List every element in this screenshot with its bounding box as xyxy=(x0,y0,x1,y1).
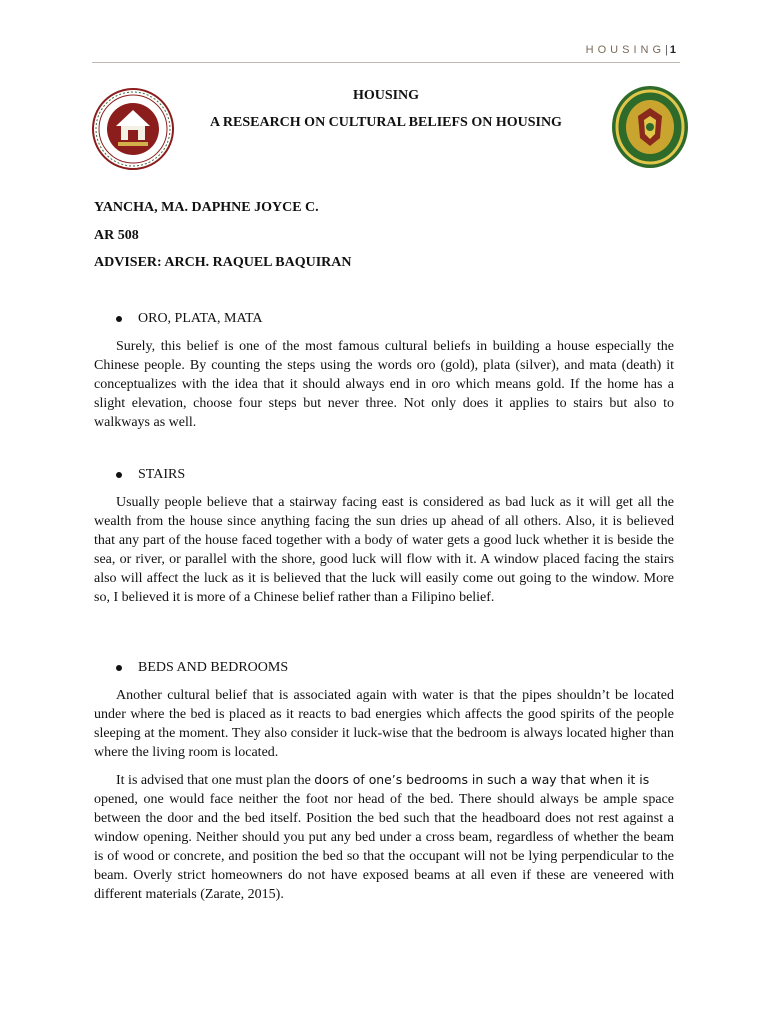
paragraph-lead: It is advised that one must plan the xyxy=(116,773,315,788)
paragraph-continuation: opened, one would face neither the foot nor head of the bed. There should always be ample space between the door and the bed itself. Position the bed such that the headboard does not rest against a window opening. Neither should you put any bed under a cross beam, regardless of whether the beam is of wood or concrete, and position the bed so that the occupant will not be lying perpendicular to the beam. Overly strict homeowners do not have exposed beams at all even if these are veneered with different materials (Zarate, 2015). xyxy=(94,792,674,902)
header-divider xyxy=(92,62,680,63)
paragraph-alt-font-run: doors of one’s bedrooms in such a way that when it is xyxy=(314,772,650,787)
section-heading-text: ORO, PLATA, MATA xyxy=(138,311,263,326)
section-heading xyxy=(116,660,288,676)
course-code: AR 508 xyxy=(94,228,139,243)
bullet-icon xyxy=(116,665,122,671)
author-name: YANCHA, MA. DAPHNE JOYCE C. xyxy=(94,200,319,215)
running-header xyxy=(586,44,676,56)
section-heading-text: BEDS AND BEDROOMS xyxy=(138,660,289,675)
section-heading xyxy=(116,467,185,483)
page-title: HOUSING xyxy=(352,88,420,103)
paragraph: Surely, this belief is one of the most famous cultural beliefs in building a house especially the Chinese people. By counting the steps using the words oro (gold), plata (silver), and mata (death) it conceptualizes with the idea that it should always end in oro which means gold. If the home has a slight elevation, choose four steps but never three. Not only does it applies to stairs but also to walkways as well. xyxy=(94,339,674,430)
running-title: HOUSING xyxy=(585,44,666,56)
page-subtitle: A RESEARCH ON CULTURAL BELIEFS ON HOUSING xyxy=(210,115,562,130)
section-heading-text: STAIRS xyxy=(138,467,186,482)
paragraph xyxy=(94,770,674,904)
paragraph: Usually people believe that a stairway facing east is considered as bad luck as it will get all the wealth from the house since anything facing the sun dries up ahead of all others. Also, it is believed that any part of the house faced together with a body of water gets a good luck whether it is beside the sea, or river, or parallel with the shore, good luck will flow with it. A window placed facing the stairs also will affect the luck as it is believed that the luck will easily come out going to the window. More so, I believed it is more of a Chinese belief rather than a Filipino belief. xyxy=(94,495,674,605)
section-heading xyxy=(116,311,263,327)
adviser-line: ADVISER: ARCH. RAQUEL BAQUIRAN xyxy=(94,255,352,270)
page-number: 1 xyxy=(669,44,676,56)
bullet-icon xyxy=(116,316,122,322)
bullet-icon xyxy=(116,472,122,478)
header-separator: | xyxy=(665,44,668,56)
paragraph: Another cultural belief that is associated again with water is that the pipes shouldn’t be located under where the bed is placed as it reacts to bad energies which affects the good spirits of the people sleeping at the moment. They also consider it luck-wise that the bedroom is always located higher than where the living room is located. xyxy=(94,688,674,760)
